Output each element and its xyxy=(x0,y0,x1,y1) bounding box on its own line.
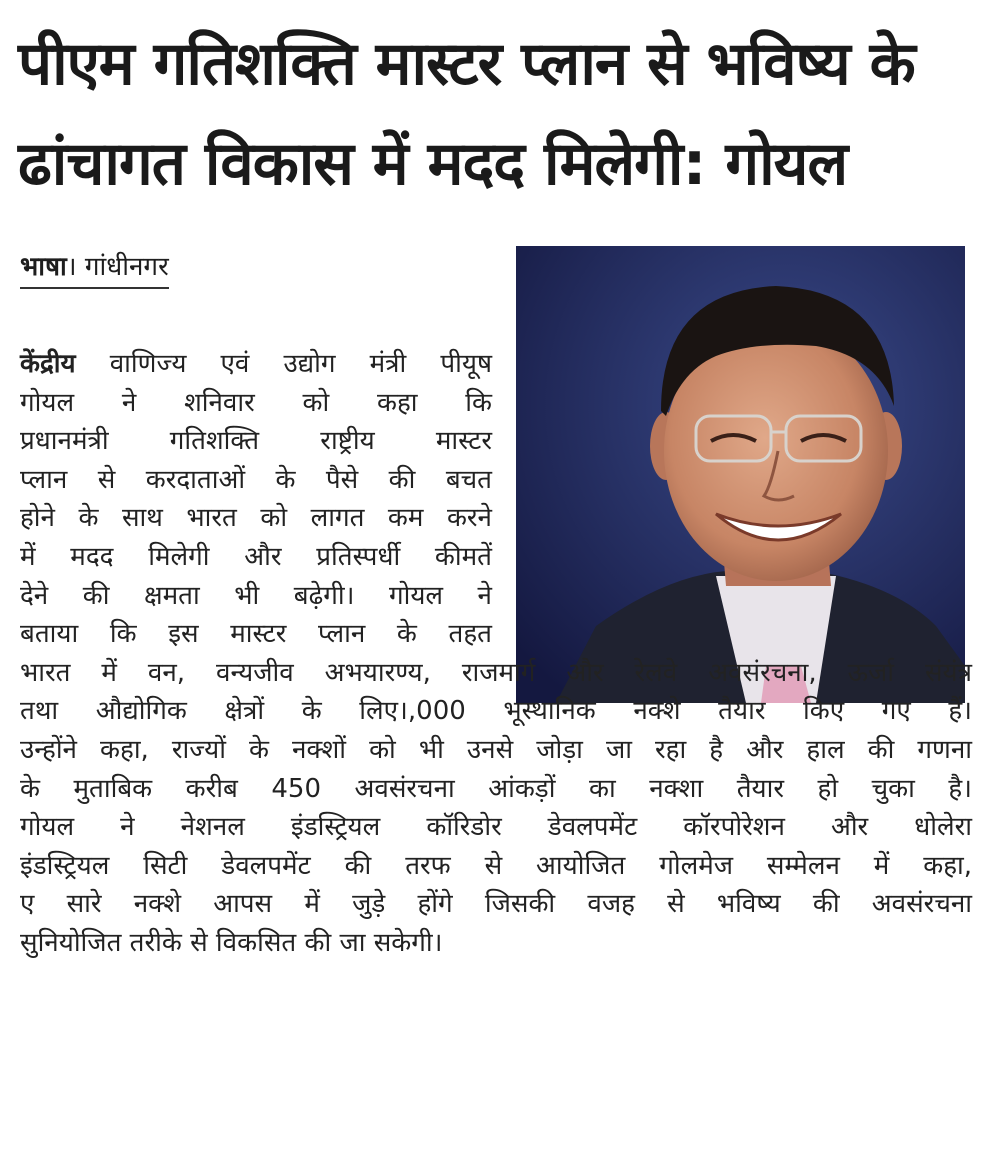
article-line: इंडस्ट्रियल सिटी डेवलपमेंट की तरफ से आयोजित गोलमेज सम्मेलन में कहा, xyxy=(20,850,972,881)
article-line: गोयल ने नेशनल इंडस्ट्रियल कॉरिडोर डेवलपमेंट कॉरपोरेशन और धोलेरा xyxy=(20,812,972,843)
article-line: देने की क्षमता भी बढ़ेगी। गोयल ने xyxy=(20,580,492,611)
article-line xyxy=(20,345,492,384)
article-lead-word: केंद्रीय xyxy=(20,349,76,379)
article-line: तथा औद्योगिक क्षेत्रों के लिए।,000 भूस्थानिक नक्शे तैयार किए गए हैं। xyxy=(20,696,972,727)
article-line: होने के साथ भारत को लागत कम करने xyxy=(20,503,492,534)
headline xyxy=(18,14,978,214)
article-wide-column xyxy=(20,654,972,963)
byline-separator: । xyxy=(66,252,77,282)
article-body xyxy=(20,345,972,963)
article-line: के मुताबिक करीब 450 अवसंरचना आंकड़ों का नक्शा तैयार हो चुका है। xyxy=(20,773,972,804)
article-line-text: वाणिज्य एवं उद्योग मंत्री पीयूष xyxy=(75,349,492,379)
article-line: बताया कि इस मास्टर प्लान के तहत xyxy=(20,619,492,650)
headline-line-2: ढांचागत विकास में मदद मिलेगी: गोयल xyxy=(18,129,848,199)
article-line: में मदद मिलेगी और प्रतिस्पर्धी कीमतें xyxy=(20,541,492,572)
article-line: प्रधानमंत्री गतिशक्ति राष्ट्रीय मास्टर xyxy=(20,426,492,457)
byline-agency: भाषा xyxy=(20,252,67,282)
article-line: उन्होंने कहा, राज्यों के नक्शों को भी उनसे जोड़ा जा रहा है और हाल की गणना xyxy=(20,734,972,765)
article-line: भारत में वन, वन्यजीव अभयारण्य, राजमार्ग और रेलवे अवसंरचना, ऊर्जा संयंत्र xyxy=(20,657,972,688)
article-narrow-column xyxy=(20,345,492,654)
article-line: गोयल ने शनिवार को कहा कि xyxy=(20,387,492,418)
byline-location: गांधीनगर xyxy=(84,252,169,282)
headline-line-1: पीएम गतिशक्ति मास्टर प्लान से भविष्य के xyxy=(18,29,915,99)
article-line: सुनियोजित तरीके से विकसित की जा सकेगी। xyxy=(20,927,443,958)
article-line: प्लान से करदाताओं के पैसे की बचत xyxy=(20,464,492,495)
byline xyxy=(20,249,169,289)
article-line: ए सारे नक्शे आपस में जुड़े होंगे जिसकी वजह से भविष्य की अवसंरचना xyxy=(20,889,972,920)
